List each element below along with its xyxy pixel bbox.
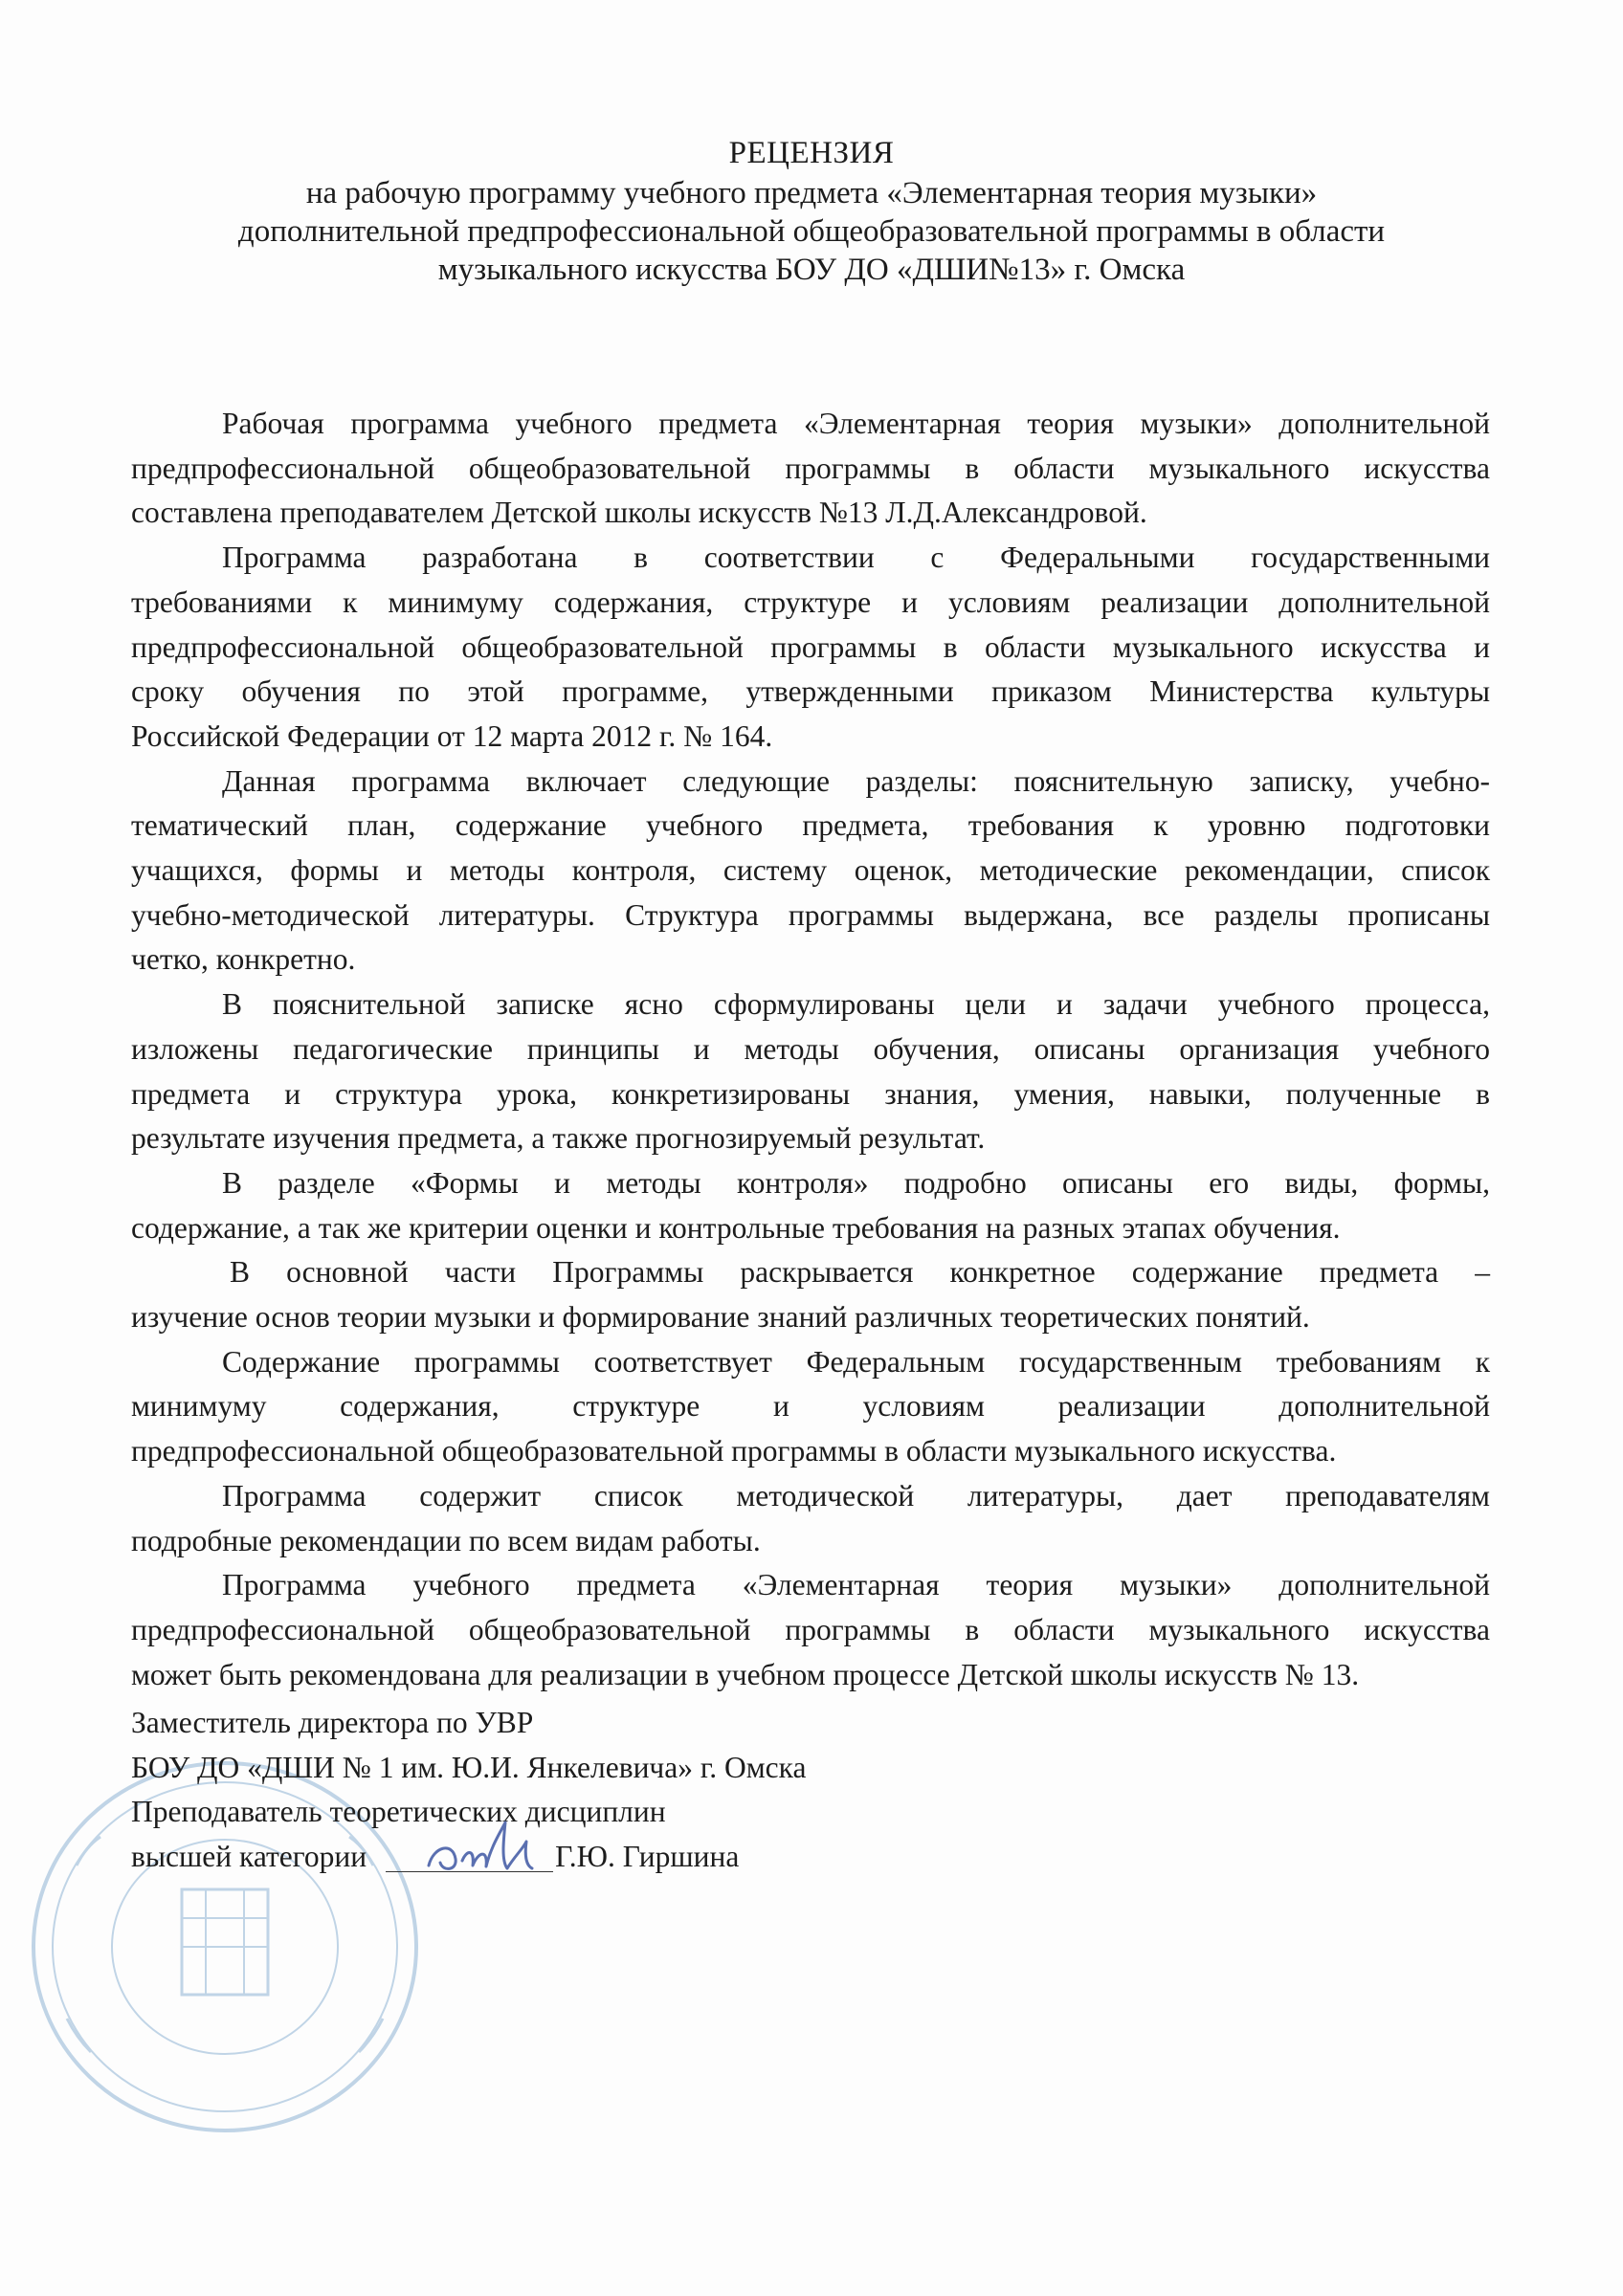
paragraph-line: Программа учебного предмета «Элементарная теория музыки» дополнительной <box>222 1568 1490 1602</box>
paragraph-line: предпрофессиональной общеобразовательной программы в области музыкального искусства <box>131 451 1490 485</box>
paragraph-4 <box>131 982 1490 1161</box>
paragraph-line: учащихся, формы и методы контроля, систему оценок, методические рекомендации, список <box>131 853 1490 888</box>
signer-organization: БОУ ДО «ДШИ № 1 им. Ю.И. Янкелевича» г. Омска <box>131 1750 807 1784</box>
paragraph-line: сроку обучения по этой программе, утвержденными приказом Министерства культуры <box>131 674 1490 709</box>
title-line-3: музыкального искусства БОУ ДО «ДШИ№13» г. Омска <box>437 253 1186 287</box>
paragraph-line: подробные рекомендации по всем видам работы. <box>131 1523 761 1557</box>
paragraph-line: Содержание программы соответствует Федеральным государственным требованиям к <box>222 1344 1490 1379</box>
paragraph-line: Рабочая программа учебного предмета «Элементарная теория музыки» дополнительной <box>222 407 1490 440</box>
paragraph-line: минимуму содержания, структуре и условиям реализации дополнительной <box>131 1389 1490 1424</box>
paragraph-line: учебно-методической литературы. Структура программы выдержана, все разделы прописаны <box>131 897 1490 932</box>
paragraph-1 <box>131 402 1490 536</box>
title-line-1: на рабочую программу учебного предмета «Элементарная теория музыки» <box>305 176 1318 210</box>
paragraph-9 <box>131 1563 1490 1697</box>
signature-block <box>131 1701 992 1880</box>
signer-role: Преподаватель теоретических дисциплин <box>131 1795 666 1829</box>
paragraph-line: В основной части Программы раскрывается конкретное содержание предмета – <box>230 1255 1490 1290</box>
paragraph-line: предпрофессиональной общеобразовательной программы в области музыкального искусства и <box>131 629 1490 664</box>
paragraph-7 <box>131 1340 1490 1474</box>
paragraph-line: тематический план, содержание учебного предмета, требования к уровню подготовки <box>131 808 1490 843</box>
document-title-block <box>134 134 1489 289</box>
paragraph-line: Программа содержит список методической литературы, дает преподавателям <box>222 1478 1490 1512</box>
paragraph-line: В пояснительной записке ясно сформулированы цели и задачи учебного процесса, <box>222 987 1490 1022</box>
signature-underline <box>386 1843 553 1872</box>
paragraph-5 <box>131 1161 1490 1250</box>
signer-position: Заместитель директора по УВР <box>131 1706 534 1739</box>
paragraph-line: Программа разработана в соответствии с Федеральными государственными <box>222 541 1490 575</box>
paragraph-line: изучение основ теории музыки и формирование знаний различных теоретических понятий. <box>131 1300 1310 1335</box>
signer-name: Г.Ю. Гиршина <box>555 1840 740 1874</box>
paragraph-line: составлена преподавателем Детской школы искусств №13 Л.Д.Александровой. <box>131 496 1147 530</box>
review-body <box>131 402 1490 1697</box>
paragraph-line: содержание, а так же критерии оценки и контрольные требования на разных этапах обучения. <box>131 1210 1341 1245</box>
paragraph-line: предмета и структура урока, конкретизированы знания, умения, навыки, полученные в <box>131 1076 1490 1111</box>
paragraph-line: требованиями к минимуму содержания, структуре и условиям реализации дополнительной <box>131 585 1490 619</box>
signer-category: высшей категории <box>131 1840 367 1874</box>
signer-line <box>131 1835 992 1880</box>
paragraph-line: Российской Федерации от 12 марта 2012 г. № 164. <box>131 718 773 753</box>
paragraph-line: изложены педагогические принципы и методы обучения, описаны организация учебного <box>131 1031 1490 1066</box>
paragraph-line: предпрофессиональной общеобразовательной программы в области музыкального искусства. <box>131 1434 1337 1468</box>
paragraph-line: Данная программа включает следующие разделы: пояснительную записку, учебно- <box>222 763 1490 798</box>
paragraph-line: четко, конкретно. <box>131 942 356 977</box>
paragraph-line: В разделе «Формы и методы контроля» подробно описаны его виды, формы, <box>222 1165 1490 1200</box>
document-heading: РЕЦЕНЗИЯ <box>728 136 895 170</box>
paragraph-line: результате изучения предмета, а также прогнозируемый результат. <box>131 1121 986 1156</box>
paragraph-8 <box>131 1474 1490 1563</box>
paragraph-3 <box>131 760 1490 983</box>
paragraph-2 <box>131 536 1490 760</box>
paragraph-line: предпрофессиональной общеобразовательной программы в области музыкального искусства <box>131 1612 1490 1646</box>
title-line-2: дополнительной предпрофессиональной общеобразовательной программы в области <box>237 214 1386 249</box>
paragraph-line: может быть рекомендована для реализации в учебном процессе Детской школы искусств № 13. <box>131 1657 1360 1691</box>
paragraph-6 <box>131 1250 1490 1339</box>
